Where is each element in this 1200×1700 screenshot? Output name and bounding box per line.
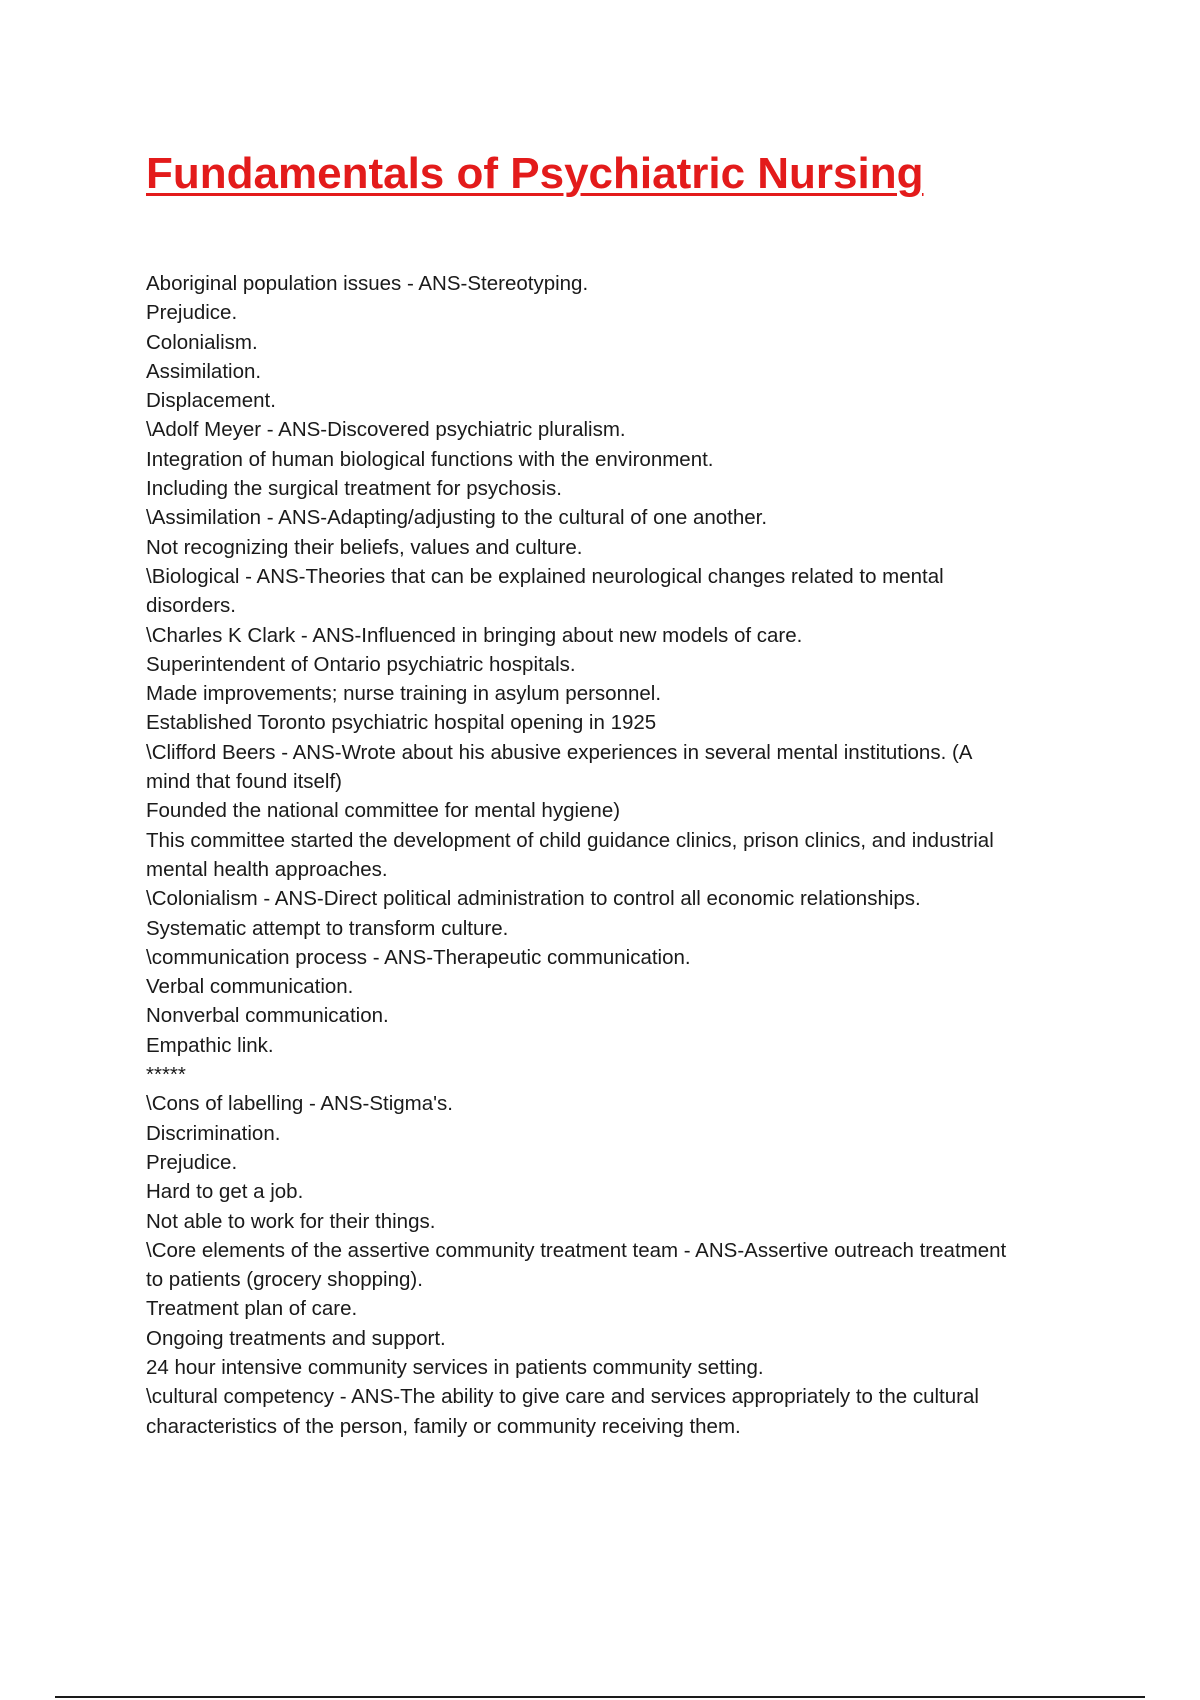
text-line: Displacement. — [146, 389, 276, 413]
page-title: Fundamentals of Psychiatric Nursing — [146, 149, 924, 198]
text-line: This committee started the development of child guidance clinics, prison clinics, and industrial — [146, 828, 994, 852]
text-line: Assimilation. — [146, 359, 262, 383]
text-line: disorders. — [146, 594, 237, 618]
text-line: Colonialism. — [146, 330, 258, 354]
text-line: ***** — [146, 1063, 186, 1087]
text-line: Nonverbal communication. — [146, 1004, 389, 1028]
text-line: \Assimilation - ANS-Adapting/adjusting to the cultural of one another. — [146, 506, 768, 530]
text-line: mental health approaches. — [146, 857, 388, 881]
footer-divider — [55, 1696, 1145, 1698]
text-line: \Biological - ANS-Theories that can be explained neurological changes related to mental — [146, 564, 944, 588]
text-line: Discrimination. — [146, 1121, 281, 1145]
text-line: to patients (grocery shopping). — [146, 1268, 423, 1292]
text-line: Prejudice. — [146, 1150, 238, 1174]
text-line: \Cons of labelling - ANS-Stigma's. — [146, 1092, 453, 1116]
text-line: Systematic attempt to transform culture. — [146, 916, 509, 940]
text-line: Including the surgical treatment for psychosis. — [146, 477, 562, 501]
text-line: Superintendent of Ontario psychiatric hospitals. — [146, 652, 576, 676]
text-line: \Core elements of the assertive community treatment team - ANS-Assertive outreach treatment — [146, 1238, 1007, 1262]
text-line: Hard to get a job. — [146, 1180, 304, 1204]
text-line: Not recognizing their beliefs, values and culture. — [146, 535, 583, 559]
document-body — [146, 269, 1086, 1441]
text-line: 24 hour intensive community services in patients community setting. — [146, 1355, 764, 1379]
text-line: Integration of human biological functions with the environment. — [146, 447, 714, 471]
text-line: characteristics of the person, family or community receiving them. — [146, 1414, 741, 1438]
text-line: Prejudice. — [146, 301, 238, 325]
text-line: Made improvements; nurse training in asylum personnel. — [146, 682, 662, 706]
text-line: Founded the national committee for mental hygiene) — [146, 799, 621, 823]
text-line: Empathic link. — [146, 1033, 274, 1057]
text-line: \communication process - ANS-Therapeutic communication. — [146, 945, 691, 969]
text-line: Verbal communication. — [146, 975, 354, 999]
text-line: \cultural competency - ANS-The ability to give care and services appropriately to the cultural — [146, 1385, 979, 1409]
text-line: mind that found itself) — [146, 770, 342, 794]
text-line: \Colonialism - ANS-Direct political administration to control all economic relationships. — [146, 887, 921, 911]
text-line: \Clifford Beers - ANS-Wrote about his abusive experiences in several mental institutions. (A — [146, 740, 973, 764]
text-line: Ongoing treatments and support. — [146, 1326, 446, 1350]
text-line: \Charles K Clark - ANS-Influenced in bringing about new models of care. — [146, 623, 803, 647]
text-line: Treatment plan of care. — [146, 1297, 358, 1321]
text-line: Not able to work for their things. — [146, 1209, 436, 1233]
text-line: \Adolf Meyer - ANS-Discovered psychiatric pluralism. — [146, 418, 626, 442]
text-line: Established Toronto psychiatric hospital opening in 1925 — [146, 711, 657, 735]
text-line: Aboriginal population issues - ANS-Stereotyping. — [146, 272, 589, 295]
